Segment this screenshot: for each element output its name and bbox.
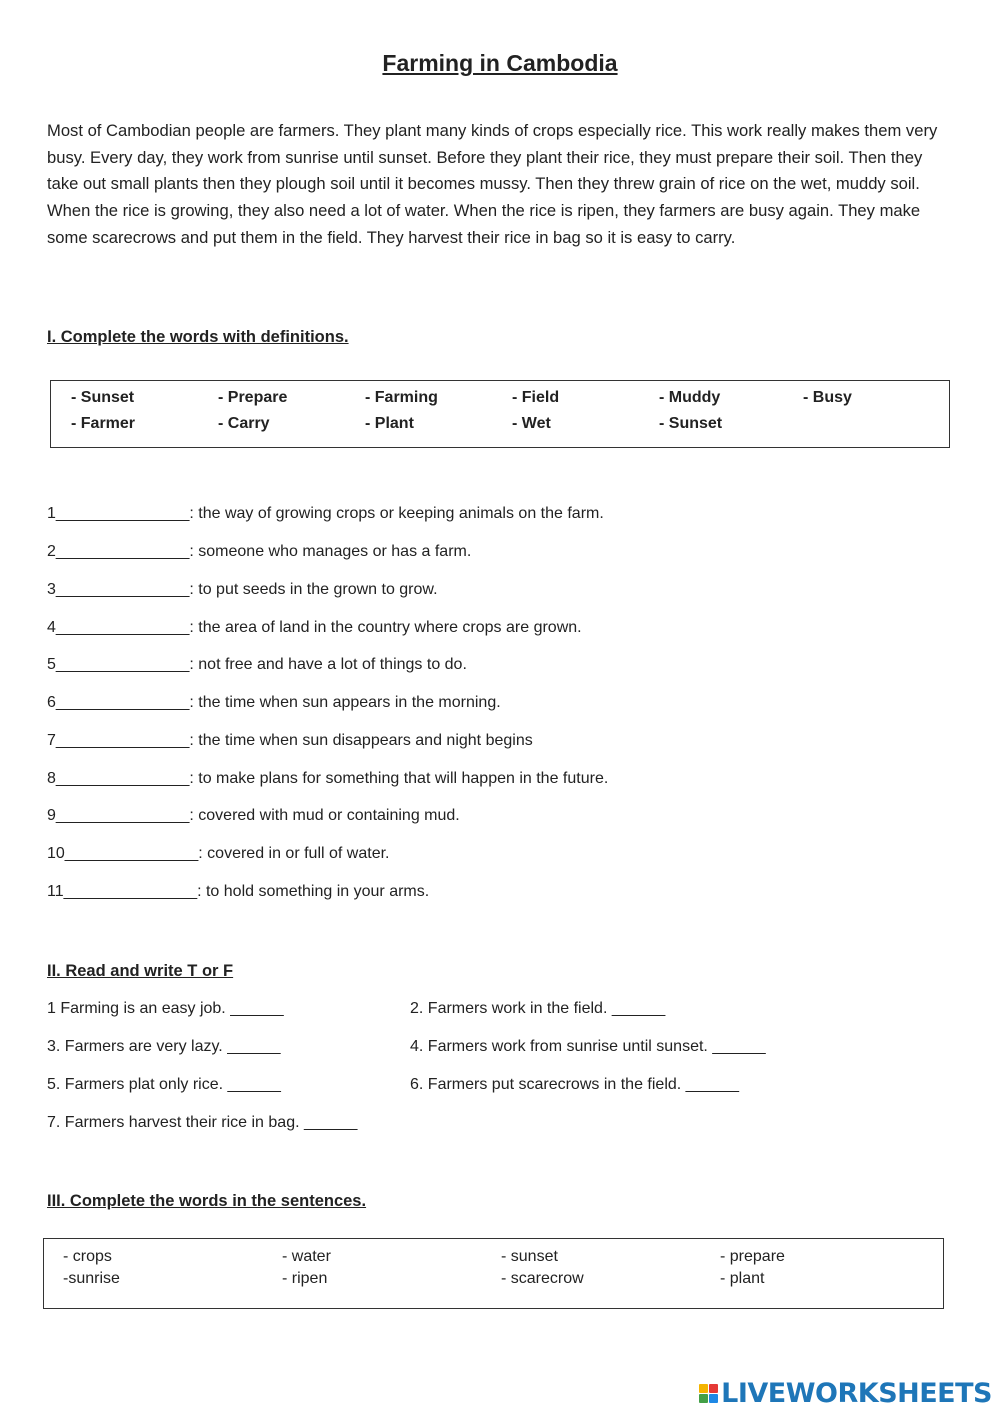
word-bank-item: - Farmer <box>71 415 136 432</box>
logo-grid-icon <box>699 1384 718 1403</box>
word-bank-item: - scarecrow <box>501 1270 584 1287</box>
definition-item[interactable]: 9_______________: covered with mud or containing mud. <box>47 807 460 824</box>
tf-item[interactable]: 7. Farmers harvest their rice in bag. ______ <box>47 1114 358 1131</box>
definition-item[interactable]: 2_______________: someone who manages or has a farm. <box>47 543 472 560</box>
page-title: Farming in Cambodia <box>382 50 618 76</box>
word-bank-item: - Sunset <box>659 415 723 432</box>
word-bank-item: - sunset <box>501 1248 558 1265</box>
word-bank-1 <box>50 380 950 448</box>
word-bank-item: - Plant <box>365 415 414 432</box>
logo-text: LIVEWORKSHEETS <box>721 1377 992 1409</box>
word-bank-item: - plant <box>720 1270 765 1287</box>
definition-item[interactable]: 6_______________: the time when sun appears in the morning. <box>47 694 501 711</box>
definition-item[interactable]: 5_______________: not free and have a lot of things to do. <box>47 656 467 673</box>
word-bank-item: - Farming <box>365 389 438 406</box>
tf-item[interactable]: 5. Farmers plat only rice. ______ <box>47 1076 281 1093</box>
tf-item[interactable]: 2. Farmers work in the field. ______ <box>410 1000 666 1017</box>
definition-item[interactable]: 8_______________: to make plans for something that will happen in the future. <box>47 770 609 787</box>
word-bank-item: - prepare <box>720 1248 785 1265</box>
logo-square <box>709 1394 718 1403</box>
word-bank-item: - ripen <box>282 1270 328 1287</box>
word-bank-item: - Field <box>512 389 560 406</box>
word-bank-2 <box>43 1238 944 1309</box>
word-bank-item: - Muddy <box>659 389 721 406</box>
word-bank-item: - Busy <box>803 389 852 406</box>
definition-item[interactable]: 10_______________: covered in or full of water. <box>47 845 390 862</box>
word-bank-item: - Carry <box>218 415 270 432</box>
word-bank-item: -sunrise <box>63 1270 120 1287</box>
tf-item[interactable]: 3. Farmers are very lazy. ______ <box>47 1038 281 1055</box>
definition-item[interactable]: 3_______________: to put seeds in the grown to grow. <box>47 581 438 598</box>
definition-item[interactable]: 4_______________: the area of land in the country where crops are grown. <box>47 619 582 636</box>
definition-item[interactable]: 7_______________: the time when sun disappears and night begins <box>47 732 533 749</box>
definition-item[interactable]: 11_______________: to hold something in your arms. <box>47 883 430 900</box>
logo-square <box>699 1384 708 1393</box>
tf-item[interactable]: 4. Farmers work from sunrise until sunset. ______ <box>410 1038 766 1055</box>
reading-passage: Most of Cambodian people are farmers. They plant many kinds of crops especially rice. This work really makes them very busy. Every day, they work from sunrise until sunset. Before they plant their rice, they must prepare their soil. Then they take out small plants then they plough soil until it becomes mussy. Then they threw grain of rice on the wet, muddy soil. When the rice is growing, they also need a lot of water. When the rice is ripen, they farmers are busy again. They make some scarecrows and put them in the field. They harvest their rice in bag so it is easy to carry. <box>47 121 938 247</box>
word-bank-item: - Prepare <box>218 389 288 406</box>
section-3-heading: III. Complete the words in the sentences. <box>47 1192 367 1210</box>
logo-square <box>709 1384 718 1393</box>
definition-item[interactable]: 1_______________: the way of growing crops or keeping animals on the farm. <box>47 505 604 522</box>
tf-item[interactable]: 6. Farmers put scarecrows in the field. ______ <box>410 1076 740 1093</box>
section-1-heading: I. Complete the words with definitions. <box>47 328 349 346</box>
logo-square <box>699 1394 708 1403</box>
word-bank-item: - Wet <box>512 415 551 432</box>
word-bank-item: - crops <box>63 1248 112 1265</box>
tf-item[interactable]: 1 Farming is an easy job. ______ <box>47 1000 284 1017</box>
liveworksheets-logo <box>699 1376 992 1410</box>
section-2-heading: II. Read and write T or F <box>47 962 234 980</box>
word-bank-item: - water <box>282 1248 331 1265</box>
word-bank-item: - Sunset <box>71 389 135 406</box>
